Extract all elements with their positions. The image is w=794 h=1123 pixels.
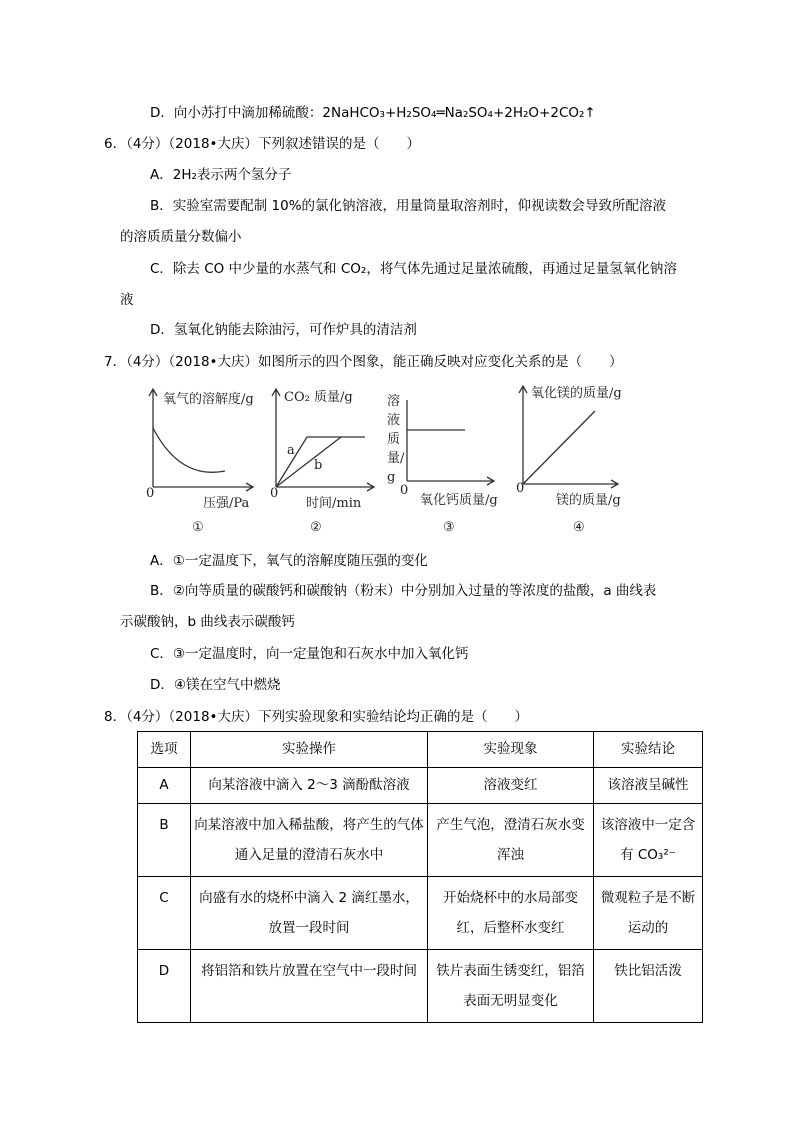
q8-stem: 8．（4分）（2018•大庆）下列实验现象和实验结论均正确的是（ ） — [104, 709, 528, 725]
table-header-row — [138, 732, 703, 768]
q6-option-b: B．实验室需要配制 10%的氯化钠溶液，用量筒量取溶剂时，仰视读数会导致所配溶液 — [150, 198, 667, 214]
graph3-axes — [407, 400, 494, 485]
graph1-xlabel: 压强/Pa — [203, 496, 250, 511]
graph4-number: ④ — [573, 520, 585, 535]
table-cell: A — [138, 768, 191, 804]
table-row — [138, 804, 703, 877]
q6-option-d: D．氢氧化钠能去除油污，可作炉具的清洁剂 — [150, 322, 417, 338]
table-row — [138, 877, 703, 950]
graph1-origin: 0 — [146, 486, 155, 501]
graph2-label-b: b — [314, 458, 323, 473]
table-cell: 向某溶液中加入稀盐酸，将产生的气体通入足量的澄清石灰水中 — [191, 804, 428, 877]
graph4-xlabel: 镁的质量/g — [556, 493, 621, 508]
q7-option-d: D．④镁在空气中燃烧 — [150, 677, 281, 693]
graph4-line — [523, 411, 595, 484]
q7-option-b: B．②向等质量的碳酸钙和碳酸钠（粉末）中分别加入过量的等浓度的盐酸，a 曲线表 — [150, 583, 657, 599]
header-cell: 实验结论 — [594, 732, 703, 768]
graph1-ylabel: 氧气的溶解度/g — [163, 392, 254, 407]
q6-option-a: A．2H₂表示两个氢分子 — [150, 167, 292, 183]
table-cell: 该溶液呈碱性 — [594, 768, 703, 804]
graph2-origin: 0 — [270, 486, 279, 501]
table-cell: 微观粒子是不断运动的 — [594, 877, 703, 950]
table-cell: 产生气泡，澄清石灰水变浑浊 — [428, 804, 594, 877]
q6-option-b-cont: 的溶质质量分数偏小 — [120, 229, 242, 245]
header-cell: 实验现象 — [428, 732, 594, 768]
graph2-xlabel: 时间/min — [306, 496, 362, 511]
graph3-origin: 0 — [400, 483, 409, 498]
graph1-number: ① — [192, 520, 204, 535]
graph3-xlabel: 氧化钙质量/g — [420, 493, 498, 508]
q7-option-c: C．③一定温度时，向一定量饱和石灰水中加入氧化钙 — [150, 646, 469, 662]
graph3-number: ③ — [443, 520, 455, 535]
q7-option-a: A．①一定温度下，氧气的溶解度随压强的变化 — [150, 553, 428, 569]
table-cell: 该溶液中一定含有 CO₃²⁻ — [594, 804, 703, 877]
table-row — [138, 950, 703, 1023]
table-cell: B — [138, 804, 191, 877]
graph4-ylabel: 氧化镁的质量/g — [531, 386, 622, 401]
graph2-number: ② — [310, 520, 322, 535]
table-cell: 铁比铝活泼 — [594, 950, 703, 1023]
q6-option-c-cont: 液 — [120, 292, 134, 308]
table-cell: 开始烧杯中的水局部变红，后整杯水变红 — [428, 877, 594, 950]
table-cell: 将铝箔和铁片放置在空气中一段时间 — [191, 950, 428, 1023]
table-cell: 铁片表面生锈变红，铝箔表面无明显变化 — [428, 950, 594, 1023]
q8-table — [137, 731, 703, 1023]
graph2-label-a: a — [287, 443, 295, 458]
table-cell: 向某溶液中滴入 2～3 滴酚酞溶液 — [191, 768, 428, 804]
graph4-origin: 0 — [516, 481, 525, 496]
q7-stem: 7．（4分）（2018•大庆）如图所示的四个图象，能正确反映对应变化关系的是（ ） — [104, 354, 623, 370]
table-cell: D — [138, 950, 191, 1023]
table-row — [138, 768, 703, 804]
header-cell: 实验操作 — [191, 732, 428, 768]
graph3-ylabel: 溶液质量/g — [387, 394, 405, 485]
table-cell: 溶液变红 — [428, 768, 594, 804]
graph2-line-b — [276, 437, 341, 487]
table-cell: 向盛有水的烧杯中滴入 2 滴红墨水，放置一段时间 — [191, 877, 428, 950]
header-cell: 选项 — [138, 732, 191, 768]
graph2-ylabel: CO₂ 质量/g — [284, 390, 353, 405]
q7-option-b-cont: 示碳酸钠，b 曲线表示碳酸钙 — [120, 614, 295, 630]
graph1-curve — [153, 428, 225, 472]
q6-option-c: C．除去 CO 中少量的水蒸气和 CO₂，将气体先通过足量浓硫酸，再通过足量氢氧化钠溶 — [150, 261, 677, 277]
q6-stem: 6．（4分）（2018•大庆）下列叙述错误的是（ ） — [104, 136, 420, 152]
table-cell: C — [138, 877, 191, 950]
q5-option-d: D．向小苏打中滴加稀硫酸：2NaHCO₃+H₂SO₄═Na₂SO₄+2H₂O+2CO₂↑ — [150, 105, 596, 121]
